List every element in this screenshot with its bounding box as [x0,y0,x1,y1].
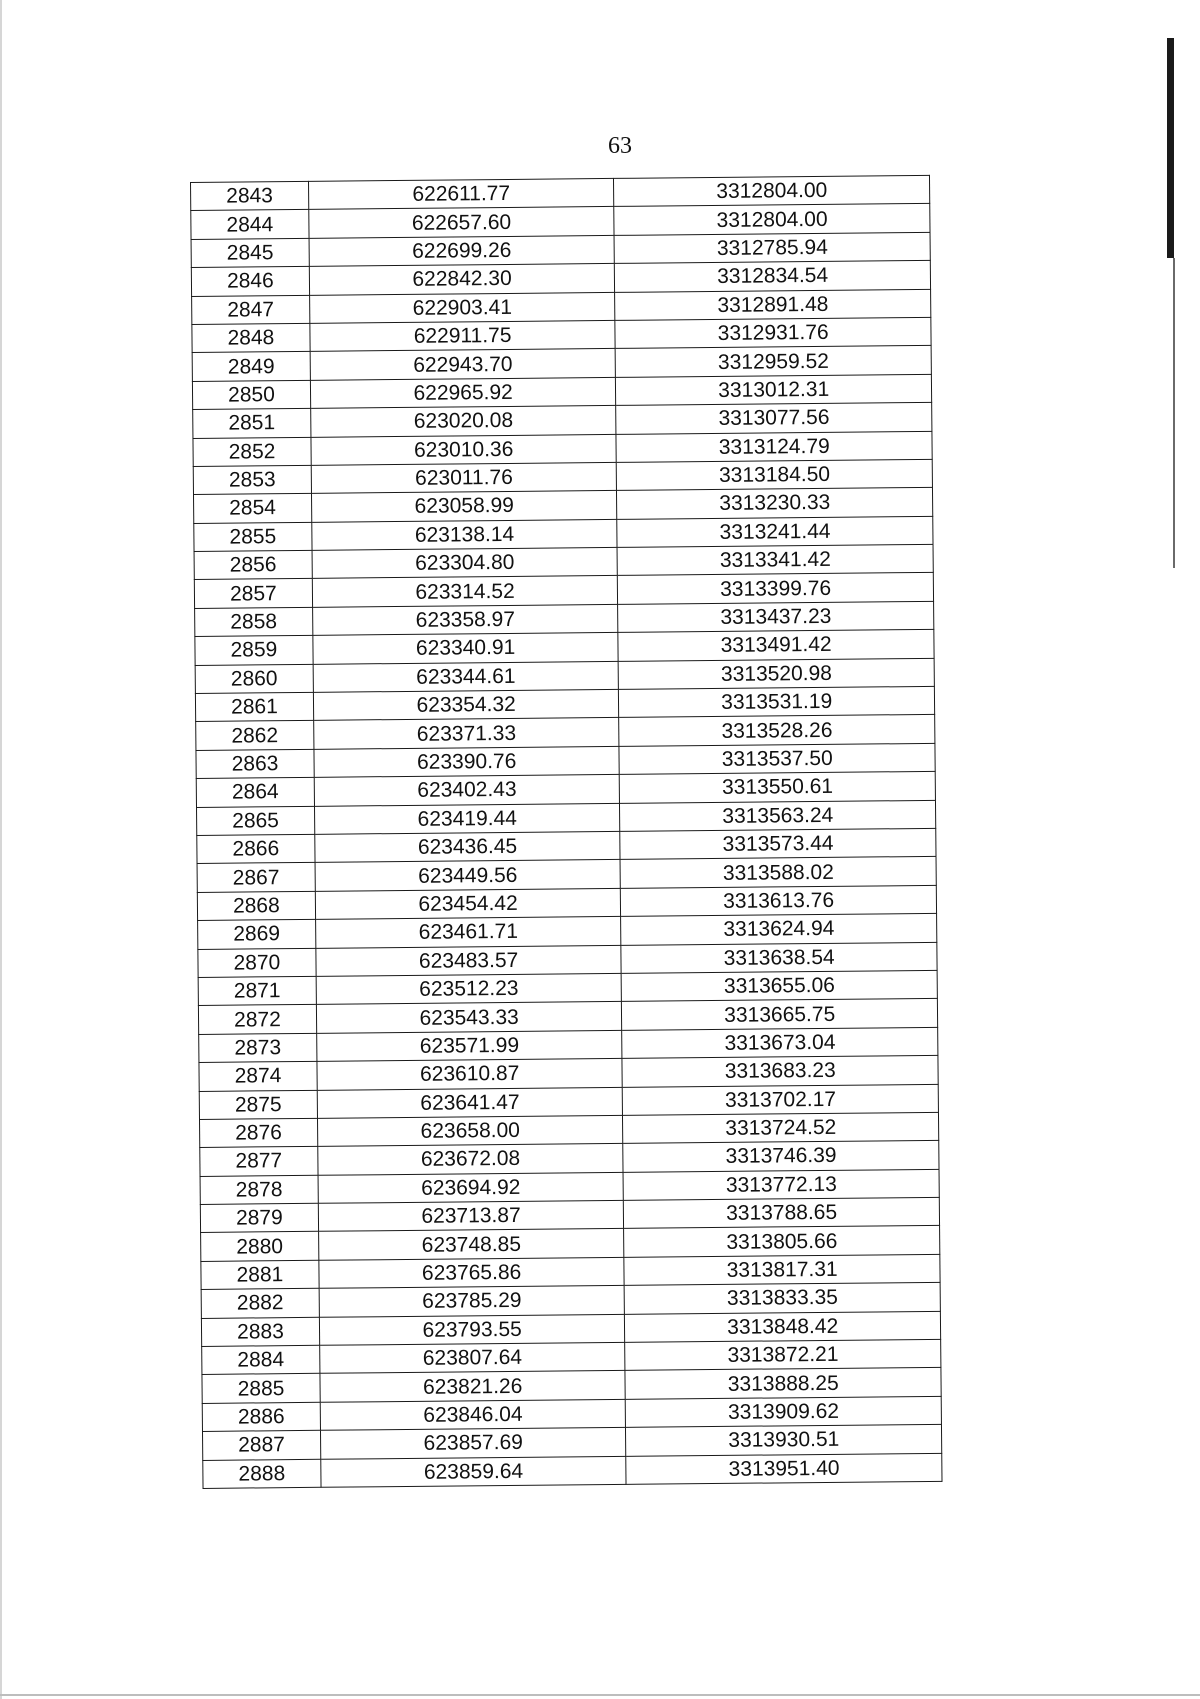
easting-cell: 623419.44 [314,803,620,834]
scan-margin-mark [1167,38,1174,258]
easting-cell: 623658.00 [317,1115,623,1146]
scan-margin-line [1173,258,1175,568]
northing-cell: 3313537.50 [619,743,935,774]
easting-cell: 622965.92 [310,377,616,408]
northing-cell: 3313341.42 [617,544,933,575]
point-id-cell: 2847 [192,295,310,325]
point-id-cell: 2850 [192,380,310,410]
northing-cell: 3313230.33 [617,488,933,519]
point-id-cell: 2862 [196,721,314,751]
easting-cell: 623672.08 [318,1144,624,1175]
northing-cell: 3313012.31 [616,374,932,405]
northing-cell: 3313550.61 [620,772,936,803]
northing-cell: 3313077.56 [616,403,932,434]
easting-cell: 622842.30 [309,264,615,295]
northing-cell: 3313399.76 [618,573,934,604]
point-id-cell: 2885 [202,1374,320,1404]
northing-cell: 3313805.66 [624,1226,940,1257]
easting-cell: 623461.71 [315,917,621,948]
point-id-cell: 2869 [198,919,316,949]
point-id-cell: 2876 [199,1118,317,1148]
easting-cell: 623371.33 [314,718,620,749]
easting-cell: 622943.70 [310,349,616,380]
point-id-cell: 2883 [201,1317,319,1347]
northing-cell: 3313848.42 [625,1311,941,1342]
easting-cell: 623483.57 [316,945,622,976]
point-id-cell: 2848 [192,323,310,353]
easting-cell: 623314.52 [312,576,618,607]
point-id-cell: 2855 [194,522,312,552]
northing-cell: 3313833.35 [625,1283,941,1314]
easting-cell: 623793.55 [319,1314,625,1345]
northing-cell: 3313491.42 [618,630,934,661]
northing-cell: 3312804.00 [614,204,930,235]
northing-cell: 3312834.54 [615,261,931,292]
northing-cell: 3312891.48 [615,289,931,320]
point-id-cell: 2879 [200,1203,318,1233]
easting-cell: 622699.26 [309,235,615,266]
point-id-cell: 2849 [192,352,310,382]
point-id-cell: 2870 [198,948,316,978]
easting-cell: 623390.76 [314,746,620,777]
northing-cell: 3313241.44 [617,516,933,547]
northing-cell: 3313724.52 [623,1112,939,1143]
northing-cell: 3313573.44 [620,828,936,859]
easting-cell: 623402.43 [314,775,620,806]
point-id-cell: 2863 [196,749,314,779]
point-id-cell: 2866 [197,834,315,864]
table-row [203,1453,942,1488]
easting-cell: 623641.47 [317,1087,623,1118]
point-id-cell: 2861 [195,692,313,722]
easting-cell: 623449.56 [315,860,621,891]
easting-cell: 623765.86 [319,1257,625,1288]
point-id-cell: 2846 [191,267,309,297]
point-id-cell: 2867 [197,863,315,893]
northing-cell: 3313665.75 [622,999,938,1030]
easting-cell: 623344.61 [313,661,619,692]
easting-cell: 623354.32 [313,689,619,720]
northing-cell: 3313437.23 [618,601,934,632]
easting-cell: 623010.36 [311,434,617,465]
point-id-cell: 2887 [202,1430,320,1460]
northing-cell: 3313683.23 [622,1055,938,1086]
coordinates-table [190,175,943,1489]
northing-cell: 3313613.76 [621,885,937,916]
northing-cell: 3313817.31 [624,1254,940,1285]
point-id-cell: 2874 [199,1061,317,1091]
point-id-cell: 2865 [197,806,315,836]
easting-cell: 623610.87 [317,1058,623,1089]
scan-border-bottom [0,1694,1200,1696]
northing-cell: 3312785.94 [614,232,930,263]
easting-cell: 622611.77 [308,178,614,209]
easting-cell: 623857.69 [320,1428,626,1459]
northing-cell: 3313624.94 [621,914,937,945]
point-id-cell: 2878 [200,1175,318,1205]
northing-cell: 3313528.26 [619,715,935,746]
point-id-cell: 2844 [191,210,309,240]
table-body [191,175,943,1488]
northing-cell: 3313746.39 [623,1141,939,1172]
easting-cell: 623859.64 [321,1456,627,1487]
easting-cell: 623543.33 [316,1002,622,1033]
easting-cell: 623340.91 [313,633,619,664]
northing-cell: 3313520.98 [619,658,935,689]
northing-cell: 3313638.54 [621,942,937,973]
easting-cell: 623713.87 [318,1200,624,1231]
point-id-cell: 2864 [196,778,314,808]
easting-cell: 623358.97 [312,604,618,635]
easting-cell: 623304.80 [312,547,618,578]
easting-cell: 622657.60 [309,207,615,238]
point-id-cell: 2872 [198,1005,316,1035]
point-id-cell: 2875 [199,1090,317,1120]
northing-cell: 3313588.02 [620,857,936,888]
scan-border-left [0,0,2,1699]
easting-cell: 623138.14 [312,519,618,550]
point-id-cell: 2845 [191,238,309,268]
easting-cell: 623020.08 [311,406,617,437]
northing-cell: 3313184.50 [617,459,933,490]
page-number: 63 [608,133,632,159]
northing-cell: 3313124.79 [616,431,932,462]
northing-cell: 3313888.25 [625,1368,941,1399]
easting-cell: 623785.29 [319,1286,625,1317]
northing-cell: 3313655.06 [622,970,938,1001]
northing-cell: 3313951.40 [626,1453,942,1484]
point-id-cell: 2856 [194,550,312,580]
northing-cell: 3313872.21 [625,1339,941,1370]
northing-cell: 3313930.51 [626,1425,942,1456]
easting-cell: 623748.85 [318,1229,624,1260]
point-id-cell: 2858 [195,607,313,637]
point-id-cell: 2877 [200,1147,318,1177]
point-id-cell: 2884 [202,1345,320,1375]
point-id-cell: 2881 [201,1260,319,1290]
northing-cell: 3312804.00 [614,175,930,206]
northing-cell: 3313563.24 [620,800,936,831]
point-id-cell: 2871 [198,976,316,1006]
easting-cell: 623058.99 [311,491,617,522]
easting-cell: 623011.76 [311,462,617,493]
point-id-cell: 2888 [203,1459,321,1489]
northing-cell: 3313788.65 [624,1197,940,1228]
easting-cell: 622911.75 [310,320,616,351]
easting-cell: 623821.26 [320,1371,626,1402]
point-id-cell: 2853 [193,465,311,495]
point-id-cell: 2857 [194,579,312,609]
easting-cell: 623454.42 [315,888,621,919]
point-id-cell: 2880 [201,1232,319,1262]
easting-cell: 623436.45 [315,831,621,862]
easting-cell: 623571.99 [317,1030,623,1061]
northing-cell: 3313772.13 [623,1169,939,1200]
point-id-cell: 2854 [194,494,312,524]
northing-cell: 3313702.17 [623,1084,939,1115]
easting-cell: 623807.64 [320,1342,626,1373]
northing-cell: 3313909.62 [626,1396,942,1427]
point-id-cell: 2852 [193,437,311,467]
northing-cell: 3312959.52 [616,346,932,377]
northing-cell: 3313531.19 [619,686,935,717]
point-id-cell: 2886 [202,1402,320,1432]
point-id-cell: 2851 [193,408,311,438]
easting-cell: 622903.41 [309,292,615,323]
point-id-cell: 2843 [191,181,309,211]
northing-cell: 3312931.76 [615,317,931,348]
northing-cell: 3313673.04 [622,1027,938,1058]
point-id-cell: 2882 [201,1289,319,1319]
point-id-cell: 2868 [197,891,315,921]
easting-cell: 623512.23 [316,973,622,1004]
point-id-cell: 2873 [199,1033,317,1063]
easting-cell: 623846.04 [320,1399,626,1430]
easting-cell: 623694.92 [318,1172,624,1203]
point-id-cell: 2859 [195,636,313,666]
point-id-cell: 2860 [195,664,313,694]
